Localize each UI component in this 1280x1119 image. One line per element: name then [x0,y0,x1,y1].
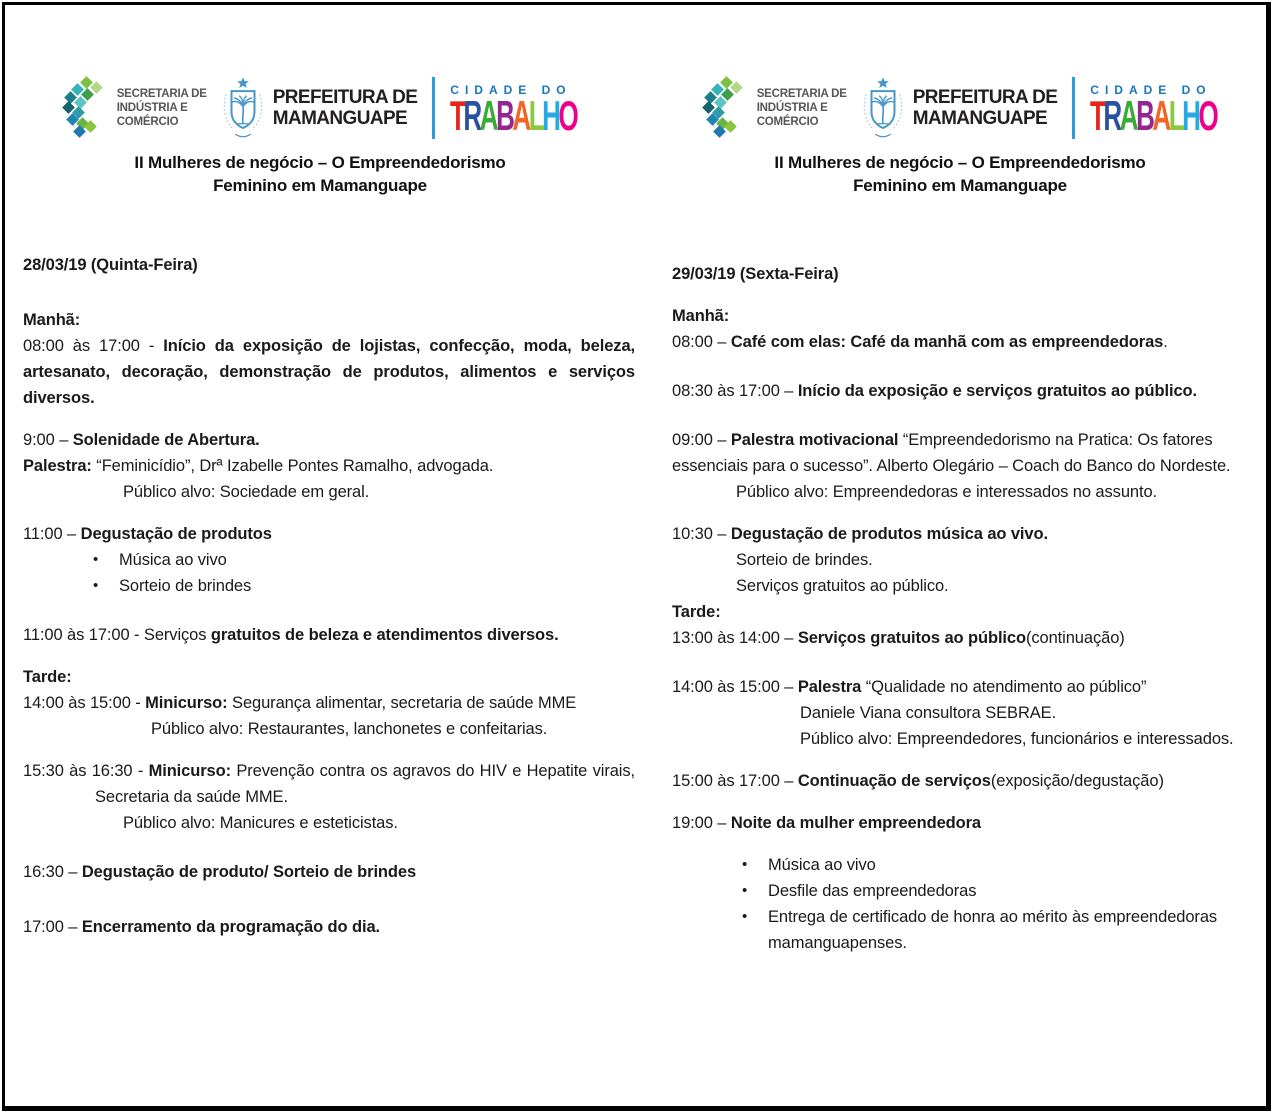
event-title-line1: II Mulheres de negócio – O Empreendedorismo [134,153,506,172]
prefeitura-line: PREFEITURA DE [272,87,418,108]
trabalho-letter: B [1136,91,1153,139]
program-text: 11:00 – [23,525,81,543]
program-text-bold: Palestra motivacional [730,431,903,449]
program-text: 08:00 – [672,333,731,351]
program-text-bold: Tarde: [672,603,721,621]
program-line [23,859,635,885]
event-title [134,151,505,197]
trabalho-letter: A [512,91,530,139]
program-text-bold: Manhã: [672,307,730,325]
program-text: 14:00 às 15:00 - [23,694,146,712]
trabalho-letter: R [1103,91,1121,139]
event-title [774,151,1145,197]
program-text: Segurança alimentar, secretaria de saúde MME [227,694,577,712]
trabalho-letter: B [496,91,513,139]
program-text: Secretaria da saúde MME. [95,788,288,806]
program-text: Daniele Viana consultora SEBRAE. [800,704,1057,722]
program-text: 15:30 às 16:30 - [23,762,149,780]
program-text: Público alvo: Restaurantes, lanchonetes e confeitarias. [151,720,548,738]
program-line [23,716,635,742]
program-text-bold: Café com elas: Café da manhã com as empreendedoras [730,333,1164,351]
cidade-do-label: CIDADE DO [1090,82,1212,97]
program-text: 15:00 às 17:00 – [672,772,798,790]
program-line [672,329,1254,355]
program-text: Público alvo: Empreendedoras e interessados no assunto. [736,483,1158,501]
secretaria-line: COMÉRCIO [756,116,819,128]
trabalho-letter: L [1169,91,1183,139]
secretaria-diamonds-icon [704,77,748,139]
prefeitura-line: MAMANGUAPE [272,108,408,129]
program-line [672,810,1254,836]
trabalho-letter: A [480,91,497,139]
program-line [672,547,1254,573]
program-text: 09:00 – [672,431,731,449]
program-line [23,810,635,836]
header-right [640,72,1280,197]
headers-row [0,72,1280,197]
bullet-item [23,547,635,573]
program-column-thursday [23,252,635,940]
bullet-item [672,878,1254,904]
trabalho-letter: T [450,91,464,139]
event-title-line2: Feminino em Mamanguape [853,176,1067,195]
prefeitura-logo [220,75,418,141]
trabalho-letter: R [463,91,481,139]
program-text-bold: Início da exposição e serviços gratuitos ao público. [797,382,1197,400]
program-text-bold: Degustação de produtos música ao vivo. [730,525,1048,543]
event-title-line1: II Mulheres de negócio – O Empreendedorismo [774,153,1146,172]
trabalho-letter: O [558,91,577,139]
secretaria-line: INDÚSTRIA E [116,102,188,114]
program-line [23,333,635,411]
program-text: Serviços gratuitos ao público. [736,577,949,595]
program-line [23,622,635,648]
program-text: Público alvo: Manicures e esteticistas. [123,814,398,832]
cidade-do-trabalho-logo [1090,82,1217,139]
program-line [672,303,1254,329]
bullet-text [119,547,227,573]
trabalho-wordmark [450,91,577,139]
program-text: 10:30 – [672,525,731,543]
program-text: (continuação) [1025,629,1125,647]
program-text: Sorteio de brindes. [736,551,873,569]
prefeitura-label [273,87,418,129]
prefeitura-line: PREFEITURA DE [912,87,1058,108]
program-text: “Feminicídio”, Drª Izabelle Pontes Ramalho, advogada. [91,457,494,475]
event-title-line2: Feminino em Mamanguape [213,176,427,195]
program-line [672,427,1254,479]
program-text: Desfile das empreendedoras [768,882,977,900]
bullet-text [768,904,1254,956]
program-line [23,914,635,940]
program-line [672,479,1254,505]
secretaria-line: COMÉRCIO [116,116,179,128]
program-text-bold: Solenidade de Abertura. [72,431,260,449]
logo-divider [1072,77,1075,139]
prefeitura-crest-icon [220,75,266,141]
day-title: 28/03/19 (Quinta-Feira) [23,256,198,274]
bullet-icon: • [742,908,748,925]
program-text-bold: Manhã: [23,311,81,329]
program-text-bold: Continuação de serviços [797,772,991,790]
program-text: (exposição/degustação) [990,772,1164,790]
program-line [23,521,635,547]
program-line [672,625,1254,651]
bullet-text [768,852,876,878]
program-text: 08:00 às 17:00 - [23,337,164,355]
bullet-icon: • [742,856,748,873]
program-text: 11:00 às 17:00 - Serviços [23,626,211,644]
program-line [23,758,635,810]
bullet-text [768,878,976,904]
secretaria-line: SECRETARIA DE [116,88,207,100]
trabalho-wordmark [1090,91,1217,139]
bullet-icon: • [93,577,99,594]
secretaria-logo [64,77,207,139]
secretaria-diamonds-icon [64,77,108,139]
bullet-icon: • [93,551,99,568]
logo-divider [432,77,435,139]
prefeitura-line: MAMANGUAPE [912,108,1048,129]
logos-row [64,72,577,144]
program-text-bold: Serviços gratuitos ao público [797,629,1026,647]
program-text: 17:00 – [23,918,82,936]
program-text: Público alvo: Sociedade em geral. [123,483,370,501]
program-line [672,700,1254,726]
program-text-bold: Minicurso: [145,694,228,712]
trabalho-letter: A [1152,91,1170,139]
prefeitura-label [913,87,1058,129]
program-line [23,690,635,716]
program-line [23,453,635,479]
day-title: 29/03/19 (Sexta-Feira) [672,265,839,283]
logos-row [704,72,1217,144]
program-text-bold: Palestra [797,678,866,696]
program-text-bold: Noite da mulher empreendedora [730,814,982,832]
prefeitura-crest-icon [860,75,906,141]
program-text-bold: Palestra: [23,457,92,475]
program-text: 13:00 às 14:00 – [672,629,798,647]
bullet-item [672,852,1254,878]
secretaria-line: INDÚSTRIA E [756,102,828,114]
program-text-bold: Minicurso: [148,762,231,780]
prefeitura-logo [860,75,1058,141]
header-left [0,72,640,197]
program-line [672,674,1254,700]
trabalho-letter: H [542,91,559,139]
program-text: Sorteio de brindes [119,577,252,595]
program-text-bold: Degustação de produtos [80,525,272,543]
program-line [23,307,635,333]
program-text: Música ao vivo [119,551,227,569]
secretaria-logo [704,77,847,139]
program-text: Público alvo: Empreendedores, funcionários e interessados. [800,730,1234,748]
program-line [672,768,1254,794]
program-line [672,599,1254,625]
program-line [23,427,635,453]
program-line [672,726,1254,752]
program-text-bold: Degustação de produto/ Sorteio de brindes [81,863,417,881]
trabalho-letter: H [1182,91,1199,139]
program-text: 9:00 – [23,431,73,449]
bullet-item [23,573,635,599]
bullet-text [119,573,251,599]
program-text: 14:00 às 15:00 – [672,678,798,696]
program-text-bold: Início da exposição de lojistas, confecção, moda, beleza, artesanato, decoração, demonstração de produtos, alimentos e serviços diversos. [23,337,636,407]
program-line [23,479,635,505]
program-text: Música ao vivo [768,856,876,874]
program-line [672,573,1254,599]
cidade-do-trabalho-logo [450,82,577,139]
secretaria-line: SECRETARIA DE [756,88,847,100]
program-line [23,664,635,690]
program-text-bold: gratuitos de beleza e atendimentos diversos. [210,626,559,644]
secretaria-label [757,87,847,129]
trabalho-letter: A [1120,91,1137,139]
program-text: Prevenção contra os agravos do HIV e Hepatite virais, [230,762,635,780]
program-line [672,378,1254,404]
program-text: 08:30 às 17:00 – [672,382,798,400]
program-text: . [1163,333,1168,351]
secretaria-label [117,87,207,129]
program-text: “Qualidade no atendimento ao público” [865,678,1147,696]
bullet-item [672,904,1254,956]
program-text: 16:30 – [23,863,82,881]
program-text: Entrega de certificado de honra ao mérito às empreendedoras mamanguapenses. [768,908,1218,952]
trabalho-letter: L [529,91,543,139]
trabalho-letter: O [1198,91,1217,139]
program-text-bold: Encerramento da programação do dia. [81,918,381,936]
program-text: “Empreendedorismo na Pratica: Os fatores essenciais para o sucesso”. Alberto Olegário – Coach do Banco do Nordeste. [672,431,1231,475]
cidade-do-label: CIDADE DO [450,82,572,97]
program-line [672,521,1254,547]
program-column-friday [672,261,1254,956]
trabalho-letter: T [1090,91,1104,139]
bullet-icon: • [742,882,748,899]
program-text: 19:00 – [672,814,731,832]
program-text-bold: Tarde: [23,668,72,686]
